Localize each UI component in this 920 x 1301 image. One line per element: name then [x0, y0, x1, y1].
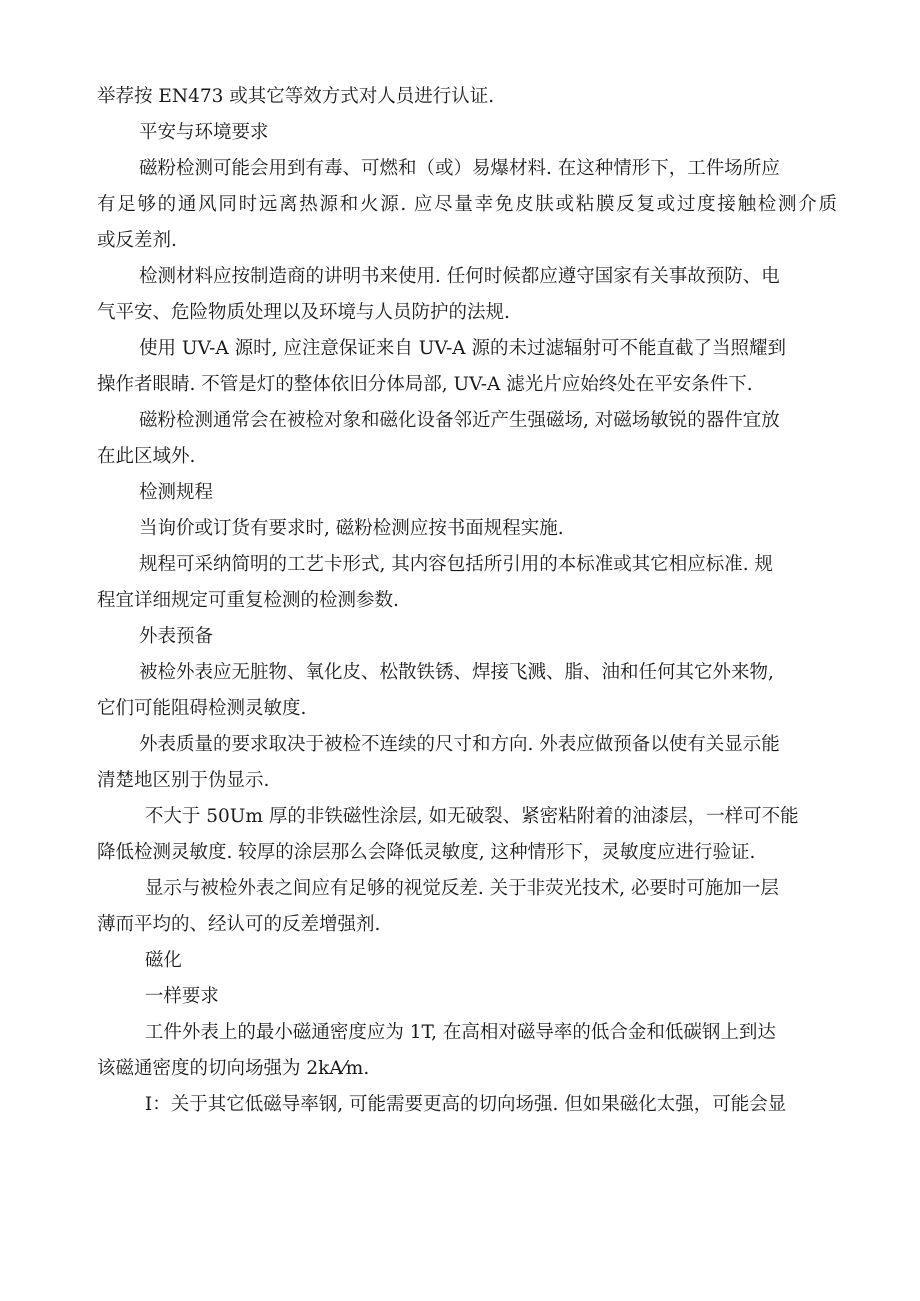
paragraph-line: 该磁通密度的切向场强为 2kA⁄m. — [97, 1058, 370, 1079]
paragraph-line: 规程可采纳简明的工艺卡形式, 其内容包括所引用的本标准或其它相应标准. 规 — [139, 554, 774, 575]
paragraph-line: 外表质量的要求取决于被检不连续的尺寸和方向. 外表应做预备以使有关显示能 — [139, 734, 780, 755]
paragraph-line: 降低检测灵敏度. 较厚的涂层那么会降低灵敏度, 这种情形下，灵敏度应进行验证. — [97, 842, 756, 863]
paragraph-line: 使用 UV-A 源时, 应注意保证来自 UV-A 源的未过滤辐射可不能直截了当照耀到 — [139, 338, 787, 359]
paragraph-line: 显示与被检外表之间应有足够的视觉反差. 关于非荧光技术, 必要时可施加一层 — [139, 878, 779, 899]
section-heading: 外表预备 — [139, 626, 214, 647]
paragraph-line: 不大于 50Um 厚的非铁磁性涂层, 如无破裂、紧密粘附着的油漆层，一样可不能 — [139, 806, 799, 827]
paragraph-line: 清楚地区别于伪显示. — [97, 770, 270, 791]
paragraph-line: 程宜详细规定可重复检测的检测参数. — [97, 590, 399, 611]
paragraph-line: 在此区域外. — [97, 446, 196, 467]
section-heading: 检测规程 — [139, 482, 214, 503]
paragraph-line: I：关于其它低磁导率钢, 可能需要更高的切向场强. 但如果磁化太强，可能会显 — [139, 1094, 787, 1115]
paragraph-line: 有足够的通风同时远离热源和火源. 应尽量幸免皮肤或粘膜反复或过度接触检测介质 — [97, 194, 837, 215]
paragraph-line: 检测材料应按制造商的讲明书来使用. 任何时候都应遵守国家有关事故预防、电 — [139, 266, 780, 287]
paragraph-line: 它们可能阻碍检测灵敏度. — [97, 698, 307, 719]
paragraph-line: 磁粉检测通常会在被检对象和磁化设备邻近产生强磁场, 对磁场敏锐的器件宜放 — [139, 410, 780, 431]
paragraph-line: 工件外表上的最小磁通密度应为 1T, 在高相对磁导率的低合金和低碳钢上到达 — [139, 1022, 776, 1043]
section-heading: 一样要求 — [139, 986, 219, 1007]
section-heading: 磁化 — [139, 950, 182, 971]
paragraph-line: 或反差剂. — [97, 230, 177, 251]
paragraph-line: 举荐按 EN473 或其它等效方式对人员进行认证. — [97, 86, 495, 107]
section-heading: 平安与环境要求 — [139, 122, 269, 143]
paragraph-line: 当询价或订货有要求时, 磁粉检测应按书面规程实施. — [139, 518, 564, 539]
paragraph-line: 磁粉检测可能会用到有毒、可燃和（或）易爆材料. 在这种情形下，工件场所应 — [139, 158, 780, 179]
paragraph-line: 气平安、危险物质处理以及环境与人员防护的法规. — [97, 302, 510, 323]
paragraph-line: 被检外表应无脏物、氧化皮、松散铁锈、焊接飞溅、脂、油和任何其它外来物, — [139, 662, 774, 683]
paragraph-line: 薄而平均的、经认可的反差增强剂. — [97, 914, 381, 935]
paragraph-line: 操作者眼睛. 不管是灯的整体依旧分体局部, UV-A 滤光片应始终处在平安条件下. — [97, 374, 753, 395]
